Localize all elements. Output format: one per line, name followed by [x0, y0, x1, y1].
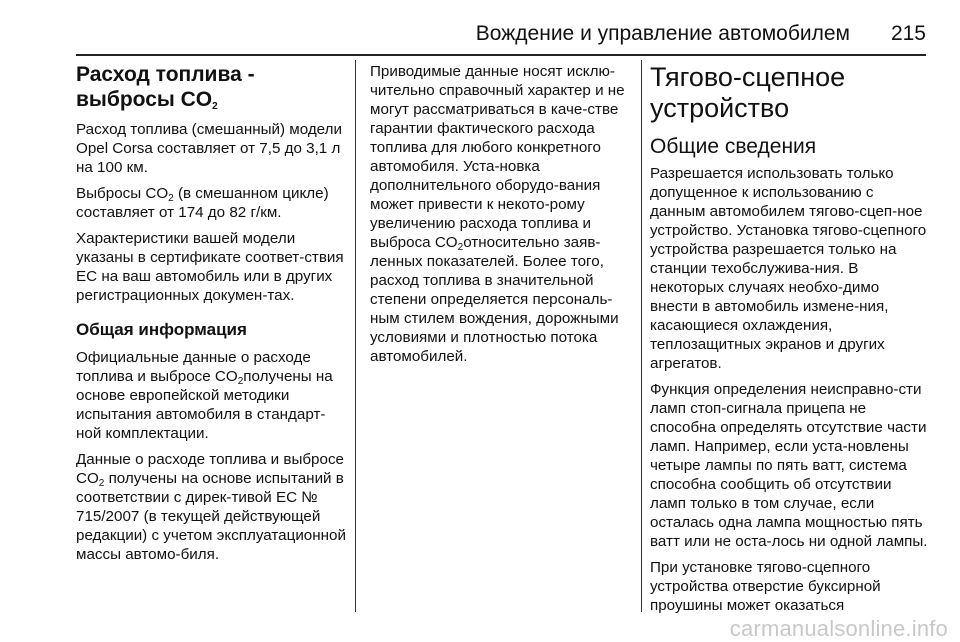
section-heading-towbar: Тягово-сцепное устройство [650, 62, 846, 123]
paragraph-official-data: Официальные данные о расходе топлива и выбросе $CO_2получены$ на основе европейской методики испытания автомобиля в стандарт-ной комплектации. [76, 349, 333, 442]
subheading-general-info: Общая информация [76, 320, 247, 339]
running-title: Вождение и управление автомобилем [475, 22, 850, 45]
column-divider-1 [355, 60, 356, 612]
paragraph-towbar-install: При установке тягово-сцепного устройства отверстие буксирной проушины может оказаться [650, 559, 881, 614]
section-heading-fuel [76, 62, 346, 112]
page-header [0, 0, 960, 56]
paragraph-characteristics: Характеристики вашей модели указаны в сертификате соответ-ствия ЕС на ваш автомобиль или в других регистрационных докумен-тах. [76, 230, 344, 304]
paragraph-fuel-consumption: Расход топлива (смешанный) модели Opel Corsa составляет от 7,5 до 3,1 л на 100 км. [76, 121, 342, 176]
paragraph-towbar-use: Разрешается использовать только допущенное к использованию с данным автомобилем тягово-сцеп-ное устройство. Установка тягово-сцепного устройства разрешается только на станции техобслужива-ния. В некоторых случаях необхо-димо внести в автомобиль измене-ния, касающиеся охлаждения, теплозащитных экранов и других агрегатов. [650, 165, 927, 372]
paragraph-lamp-detection: Функция определения неисправно-сти ламп стоп-сигнала прицепа не способна определять отсутствие части ламп. Например, если уста-новлены четыре лампы по пять ватт, система способна сообщить об отсутствии ламп только в том случае, если осталась одна лампа мощностью пять ватт или не оста-лось ни одной лампы. [650, 381, 928, 550]
column-1 [76, 62, 346, 571]
subheading-general: Общие сведения [650, 135, 817, 158]
column-divider-2 [641, 60, 642, 612]
heading-line-1: Расход топлива - [76, 63, 255, 86]
heading-subscript: 2 [212, 101, 218, 112]
column-2 [370, 62, 632, 373]
watermark: carmanualsonline.info [729, 616, 948, 641]
paragraph-directive: Данные о расходе топлива и выбросе $CO_2$ получены на основе испытаний в соответствии с дирек-тивой ЕС № 715/2007 (в текущей действующей редакции) с учетом эксплуатационной массы автомо-биля. [76, 451, 346, 563]
column-3 [650, 62, 930, 622]
heading-line-2: выбросы CO [76, 88, 213, 111]
paragraph-emissions: Выбросы $CO_2$ (в смешанном цикле) составляет от 174 до 82 г/км. [76, 185, 329, 221]
header-rule [76, 54, 926, 56]
paragraph-reference-data: Приводимые данные носят исклю-чительно справочный характер и не могут рассматриваться в каче-стве гарантии фактического расхода топлива для любого конкретного автомобиля. Уста-новка дополнительного оборудо-вания может привести к некото-рому увеличению расхода топлива и выброса $CO_2относительно$ заяв-ленных показателей. Более того, расход топлива в значительной степени определяется персональ-ным стилем вождения, дорожными условиями и плотностью потока автомобилей. [370, 63, 625, 365]
page-number: 215 [890, 22, 926, 45]
